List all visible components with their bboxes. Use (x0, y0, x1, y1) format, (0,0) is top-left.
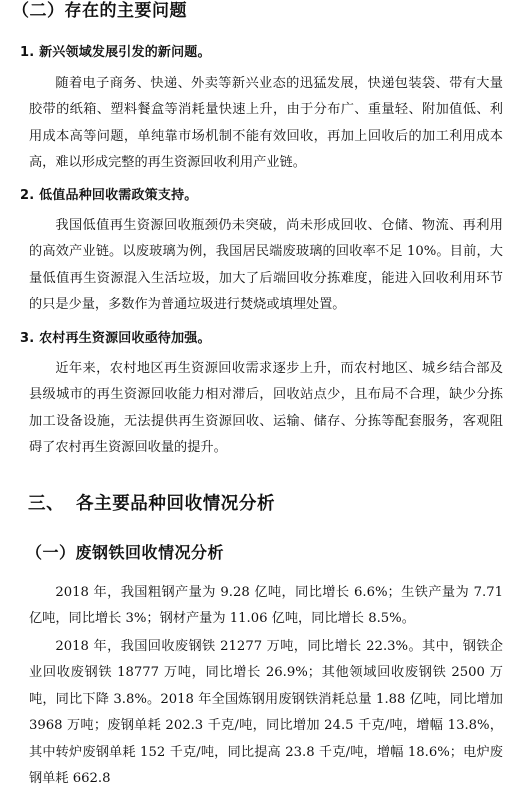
chapter-number: 三、 (28, 494, 65, 514)
item-heading-2: 2. 低值品种回收需政策支持。 (20, 188, 198, 203)
section-heading: （二）存在的主要问题 (12, 1, 187, 21)
item-paragraph-1: 随着电子商务、快递、外卖等新兴业态的迅猛发展，快递包装袋、带有大量胶带的纸箱、塑料餐盒等消耗量快速上升，由于分布广、重量轻、附加值低、利用成本高等问题，单纯靠市场机制不能有效回收，再加上回收后的加工利用成本高，难以形成完整的再生资源回收利用产业链。 (29, 76, 503, 171)
item-paragraph-3: 近年来，农村地区再生资源回收需求逐步上升，而农村地区、城乡结合部及县级城市的再生资源回收能力相对滞后，回收站点少，且布局不合理，缺少分拣加工设备设施，无法提供再生资源回收、运输、储存、分拣等配套服务，客观阻碍了农村再生资源回收量的提升。 (29, 361, 503, 456)
subsection-paragraph-1: 2018 年，我国粗钢产量为 9.28 亿吨，同比增长 6.6%；生铁产量为 7.71 亿吨，同比增长 3%；钢材产量为 11.06 亿吨，同比增长 8.5%。 (29, 585, 503, 627)
subsection-title: （一）废钢铁回收情况分析 (26, 543, 225, 562)
chapter-title (28, 492, 275, 516)
item-paragraph-2: 我国低值再生资源回收瓶颈仍未突破，尚未形成回收、仓储、物流、再利用的高效产业链。以废玻璃为例，我国居民端废玻璃的回收率不足 10%。目前，大量低值再生资源混入生活垃圾，加大了后端回收分拣难度，能进入回收利用环节的只是少量，多数作为普通垃圾进行焚烧或填埋处置。 (29, 218, 503, 313)
chapter-title-text: 各主要品种回收情况分析 (76, 494, 276, 514)
item-heading-3: 3. 农村再生资源回收亟待加强。 (20, 331, 211, 346)
subsection-paragraph-2: 2018 年，我国回收废钢铁 21277 万吨，同比增长 22.3%。其中，钢铁企业回收废钢铁 18777 万吨，同比增长 26.9%；其他领域回收废钢铁 2500 万吨，同比下降 3.8%。2018 年全国炼钢用废钢铁消耗总量 1.88 亿吨，同比增加 3968 万吨；废钢单耗 202.3 千克/吨，同比增加 24.5 千克/吨，增幅 13.8%，其中转炉废钢单耗 152 千克/吨，同比提高 23.8 千克/吨，增幅 18.6%；电炉废钢单耗 662.8 (29, 639, 503, 787)
item-heading-1: 1. 新兴领域发展引发的新问题。 (20, 45, 211, 60)
